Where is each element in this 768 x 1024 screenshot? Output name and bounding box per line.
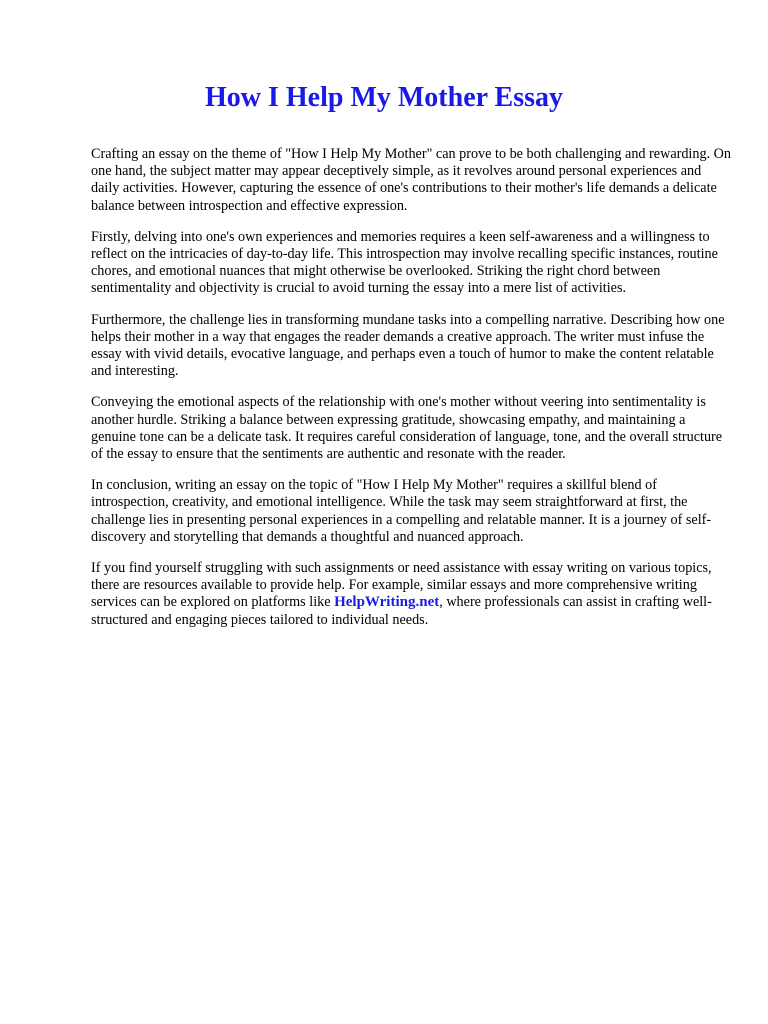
resources-text-before-link: If you find yourself struggling with such assignments or need assistance with essay writing on various topics, there are resources available to provide help. For example, similar essays and more comprehensive writing services can be explored on platforms like (91, 560, 712, 611)
paragraph-conveying: Conveying the emotional aspects of the relationship with one's mother without veering into sentimentality is another hurdle. Striking a balance between expressing gratitude, showcasing empathy, and maintaining a genuine tone can be a delicate task. It requires careful consideration of language, tone, and the overall structure of the essay to ensure that the sentiments are authentic and resonate with the reader. (91, 394, 723, 463)
document-title: How I Help My Mother Essay (204, 82, 564, 113)
paragraph-furthermore: Furthermore, the challenge lies in transforming mundane tasks into a compelling narrative. Describing how one helps their mother in a way that engages the reader demands a creative approach. The writer must infuse the essay with vivid details, evocative language, and perhaps even a touch of humor to make the content relatable and interesting. (91, 311, 725, 380)
paragraph-resources (91, 560, 731, 629)
document-body (91, 146, 731, 643)
helpwriting-link[interactable]: HelpWriting.net (334, 594, 440, 611)
paragraph-conclusion: In conclusion, writing an essay on the topic of "How I Help My Mother" requires a skillful blend of introspection, creativity, and emotional intelligence. While the task may seem straightforward at first, the challenge lies in presenting personal experiences in a compelling and relatable manner. It is a journey of self-discovery and storytelling that demands a thoughtful and nuanced approach. (91, 477, 712, 545)
paragraph-intro: Crafting an essay on the theme of "How I Help My Mother" can prove to be both challenging and rewarding. On one hand, the subject matter may appear deceptively simple, as it revolves around personal experiences and daily activities. However, capturing the essence of one's contributions to their mother's life demands a delicate balance between introspection and effective expression. (91, 146, 731, 214)
paragraph-firstly: Firstly, delving into one's own experiences and memories requires a keen self-awareness and a willingness to reflect on the intricacies of day-to-day life. This introspection may involve recalling specific instances, routine chores, and emotional nuances that might otherwise be overlooked. Striking the right chord between sentimentality and objectivity is crucial to avoid turning the essay into a mere list of activities. (91, 228, 718, 297)
resources-text-after-link: , where professionals can assist in crafting well-structured and engaging pieces tailored to individual needs. (91, 594, 712, 628)
